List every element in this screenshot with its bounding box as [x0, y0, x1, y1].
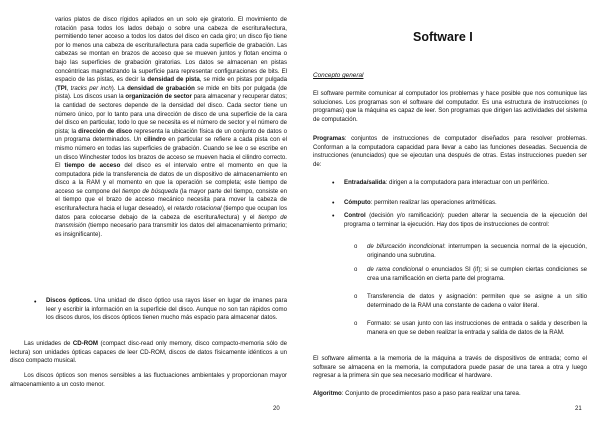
bold-term: Control [344, 212, 366, 219]
sub-bullet-icon: o [354, 244, 358, 250]
programs-paragraph [313, 135, 587, 169]
intro-paragraph [313, 90, 587, 124]
sub-bullet-icon: o [354, 294, 358, 300]
bold-term: densidad de pista [147, 76, 200, 84]
text-run: Los discos ópticos son menos sensibles a las fluctuaciones ambientales y proporcionan mayor almacenamiento a un costo menor. [10, 372, 287, 388]
text-run: (decisión y/o ramificación): pueden alterar la secuencia de la ejecución del programa o terminar la ejecución. Hay dos tipos de instrucciones de control: [344, 212, 587, 228]
text-run: (tiempo que ocupan los datos para colocarse debajo de la cabeza de escritura/lectura) y el [55, 205, 287, 221]
page-number: 20 [273, 406, 280, 412]
text-run: del disco es el intervalo entre el momento en que la computadora pide la transferencia de datos de un dispositivo de almacenamiento en disco a la RAM y el momento en que la operación se completa; este tiempo de acceso se compone del [55, 162, 287, 195]
text-run: (tiempo necesario para transmitir los datos del almacenamiento primario; es insignificante). [55, 222, 287, 238]
bullet-icon: • [332, 180, 335, 187]
bold-term: Algoritmo [313, 390, 342, 397]
text-run: El software alimenta a la memoria de la máquina a través de dispositivos de entrada; como el software se almacena en la memoria, la computadora puede pasar de una tarea a otra y luego regresar a la primera sin que sea necesario modificar el hardware. [313, 355, 587, 380]
section-heading: Concepto general [313, 72, 364, 79]
italic-term: tiempo de búsqueda [122, 187, 178, 195]
sub-bullet-icon: o [354, 267, 358, 273]
bold-term: Programas [313, 135, 345, 142]
text-run: (compact disc-read only memory, disco compacto-memoria sólo de lectura) son unidades ópticas capaces de leer CD-ROM, discos de datos físicamente idénticos a un disco compacto musical. [10, 340, 287, 365]
text-run: : Conjunto de procedimientos paso a paso para realizar una tarea. [341, 390, 521, 397]
page-number: 21 [575, 406, 582, 412]
disk-paragraph [55, 16, 287, 239]
text-run: : interrumpen la secuencia normal de la ejecución, originando una subrutina. [367, 243, 587, 259]
text-run: Las unidades de [24, 340, 73, 347]
text-run: , [66, 84, 71, 92]
bullet-io [344, 179, 587, 188]
bold-term: dirección de disco [78, 127, 133, 135]
bold-term: Discos ópticos. [46, 297, 92, 304]
bold-term: Entrada/salida [344, 179, 386, 186]
memory-paragraph [313, 355, 587, 381]
text-run: en particular se refiere a cada pista con el mismo número en todas las superficies de grabación. Cuando se lee o se escribe en un disco Winchester todos los brazos de acceso se mueven hacia el cilindro correcto. El [55, 136, 287, 170]
text-run: (la mayor parte del tiempo, consiste en el tiempo que el brazo de acceso mecánico necesita para mover la cabeza de escritura/lectura hacia el lugar deseado), el [55, 187, 287, 213]
text-run: representa la ubicación física de un conjunto de datos o un programa determinados. Un [55, 127, 287, 144]
bold-term: TPI [57, 84, 67, 92]
sub-bullet-icon: o [354, 321, 358, 327]
sub-unconditional [367, 243, 587, 260]
algorithm-paragraph [313, 390, 587, 399]
text-run: Formato: se usan junto con las instrucciones de entrada o salida y describen la manera en que se deben realizar la entrada y salida de datos de la RAM. [367, 320, 587, 336]
bullet-compute [344, 199, 587, 208]
text-run: : dirigen a la computadora para interactuar con un periférico. [385, 179, 549, 186]
text-run: para almacenar y recuperar datos; la cantidad de sectores depende de la densidad del disco. Cada sector tiene un número único, por lo tanto para una dirección de disco de una superficie de la cara del disco en particular, todo lo que se necesita es el número de sector y el número de pista; la [55, 93, 287, 135]
bullet-icon: • [332, 200, 335, 207]
bold-term: Cómputo [344, 199, 371, 206]
italic-term: tiempo de transmisión [55, 213, 287, 230]
page-title: Software I [413, 30, 473, 44]
italic-term: de rama condicional [367, 266, 424, 273]
bold-term: tiempo de acceso [64, 162, 121, 170]
italic-term: de bifurcación incondicional [367, 243, 444, 250]
italic-term: tracks per inch [70, 84, 112, 92]
optical-summary-paragraph [10, 372, 287, 389]
text-run: o enunciados SI (if); si se cumplen ciertas condiciones se crea una ramificación en cierta parte del programa. [367, 266, 588, 282]
text-run: varios platos de disco rígidos apilados en un solo eje giratorio. El movimiento de rotación pasa todos los lados debajo o sobre una cabeza de escritura/lectura, permitiendo tener acceso a todos los datos del disco en cada giro; un disco fijo tiene por lo menos una cabeza de escritura/lectura para cada superficie de grabación. Las cabezas se montan en brazos de acceso que se mueven juntos y flotan encima o bajo las superficies de grabación giratorias. Los datos se almacenan en pistas concéntricas magnetizando la superficie para representar configuraciones de bits. El espacio de las pistas, es decir la [55, 16, 287, 84]
italic-term: retardo rotacional [173, 205, 222, 213]
bold-term: CD-ROM [72, 340, 98, 347]
text-run: : conjuntos de instrucciones de computador diseñados para resolver problemas. Conforman a la computadora capacidad para llevar a cabo las funciones deseadas. Secuencia de instrucciones (enunciados) que se ejecutan una después de otras. Estas instrucciones pueden ser de: [313, 135, 587, 168]
bullet-icon: • [34, 299, 37, 306]
text-run: : permiten realizar las operaciones aritméticas. [370, 199, 497, 206]
text-run: ). La [111, 84, 128, 92]
text-run: Una unidad de disco óptico usa rayos láser en lugar de imanes para leer y escribir la información en la superficie del disco. Aunque no son tan rápidos como los discos duros, los discos ópticos tienen mucho más espacio para almacenar datos. [46, 297, 287, 322]
text-run: , se mide en pistas por pulgada ( [55, 76, 287, 92]
right-page [300, 0, 600, 428]
bold-term: cilindro [143, 136, 166, 144]
bullet-control [344, 212, 587, 229]
sub-format [367, 320, 587, 337]
cdrom-paragraph [10, 340, 287, 366]
text-run: El software permite comunicar al computador los problemas y hace posible que nos comunique las soluciones. Los programas son el software del computador. Es una estructura de instrucciones (o programas) que la máquina es capaz de leer. Son programas que dirigen las actividades del sistema de computación. [313, 90, 587, 123]
text-run: Transferencia de datos y asignación: permiten que se asigne a un sitio determinado de la RAM una constante de cadena o valor literal. [367, 293, 587, 309]
sub-transfer [367, 293, 587, 310]
bold-term: densidad de grabación [127, 84, 195, 92]
bold-term: organización de sector [125, 93, 192, 101]
optical-discs-paragraph [46, 297, 287, 323]
text-run: se mide en bits por pulgada (de pista). Los discos usan la [55, 84, 288, 101]
sub-conditional [367, 266, 587, 283]
bullet-icon: • [332, 213, 335, 220]
